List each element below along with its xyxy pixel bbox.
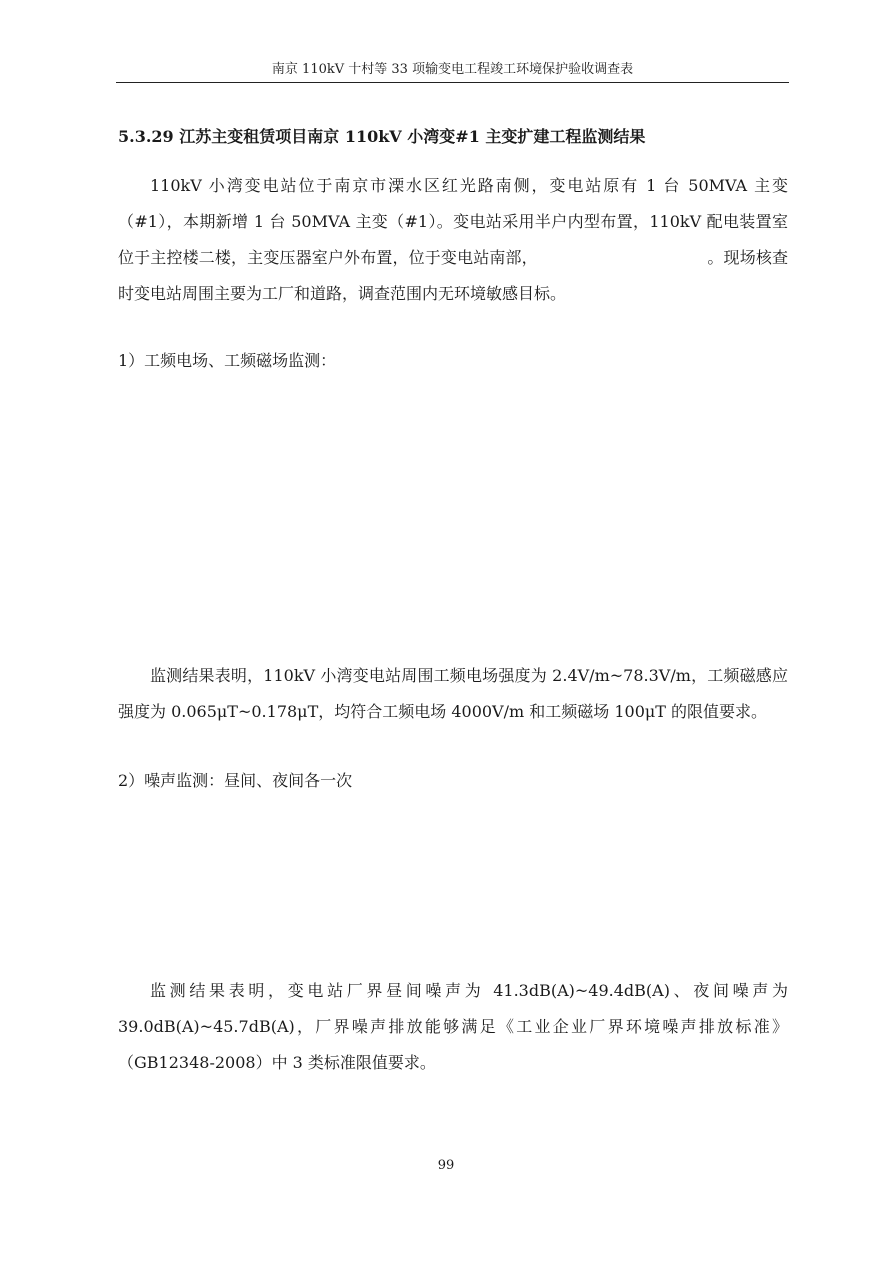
section-title: 5.3.29 江苏主变租赁项目南京 110kV 小湾变#1 主变扩建工程监测结果 (118, 127, 646, 146)
noise-heading: 2）噪声监测：昼间、夜间各一次 (118, 771, 353, 790)
intro-paragraph: 110kV 小湾变电站位于南京市溧水区红光路南侧，变电站原有 1 台 50MVA 主变（#1），本期新增 1 台 50MVA 主变（#1）。变电站采用半户内型布置，110kV 配电装置室位于主控楼二楼，主变压器室户外布置，位于变电站南部， 。现场核查时变电站周围主要为工厂和道路，调查范围内无环境敏感目标。 (118, 176, 788, 303)
emf-result-paragraph: 监测结果表明，110kV 小湾变电站周围工频电场强度为 2.4V/m~78.3V/m，工频磁感应强度为 0.065μT~0.178μT，均符合工频电场 4000V/m 和工频磁场 100μT 的限值要求。 (118, 666, 788, 721)
noise-result-paragraph: 监测结果表明，变电站厂界昼间噪声为 41.3dB(A)~49.4dB(A)、夜间噪声为 39.0dB(A)~45.7dB(A)，厂界噪声排放能够满足《工业企业厂界环境噪声排放标准》（GB12348-2008）中 3 类标准限值要求。 (118, 981, 788, 1072)
header-rule (116, 82, 789, 83)
page-number: 99 (437, 1158, 455, 1173)
page-header: 南京 110kV 十村等 33 项输变电工程竣工环境保护验收调查表 (271, 62, 634, 77)
emf-heading: 1）工频电场、工频磁场监测： (118, 351, 337, 370)
